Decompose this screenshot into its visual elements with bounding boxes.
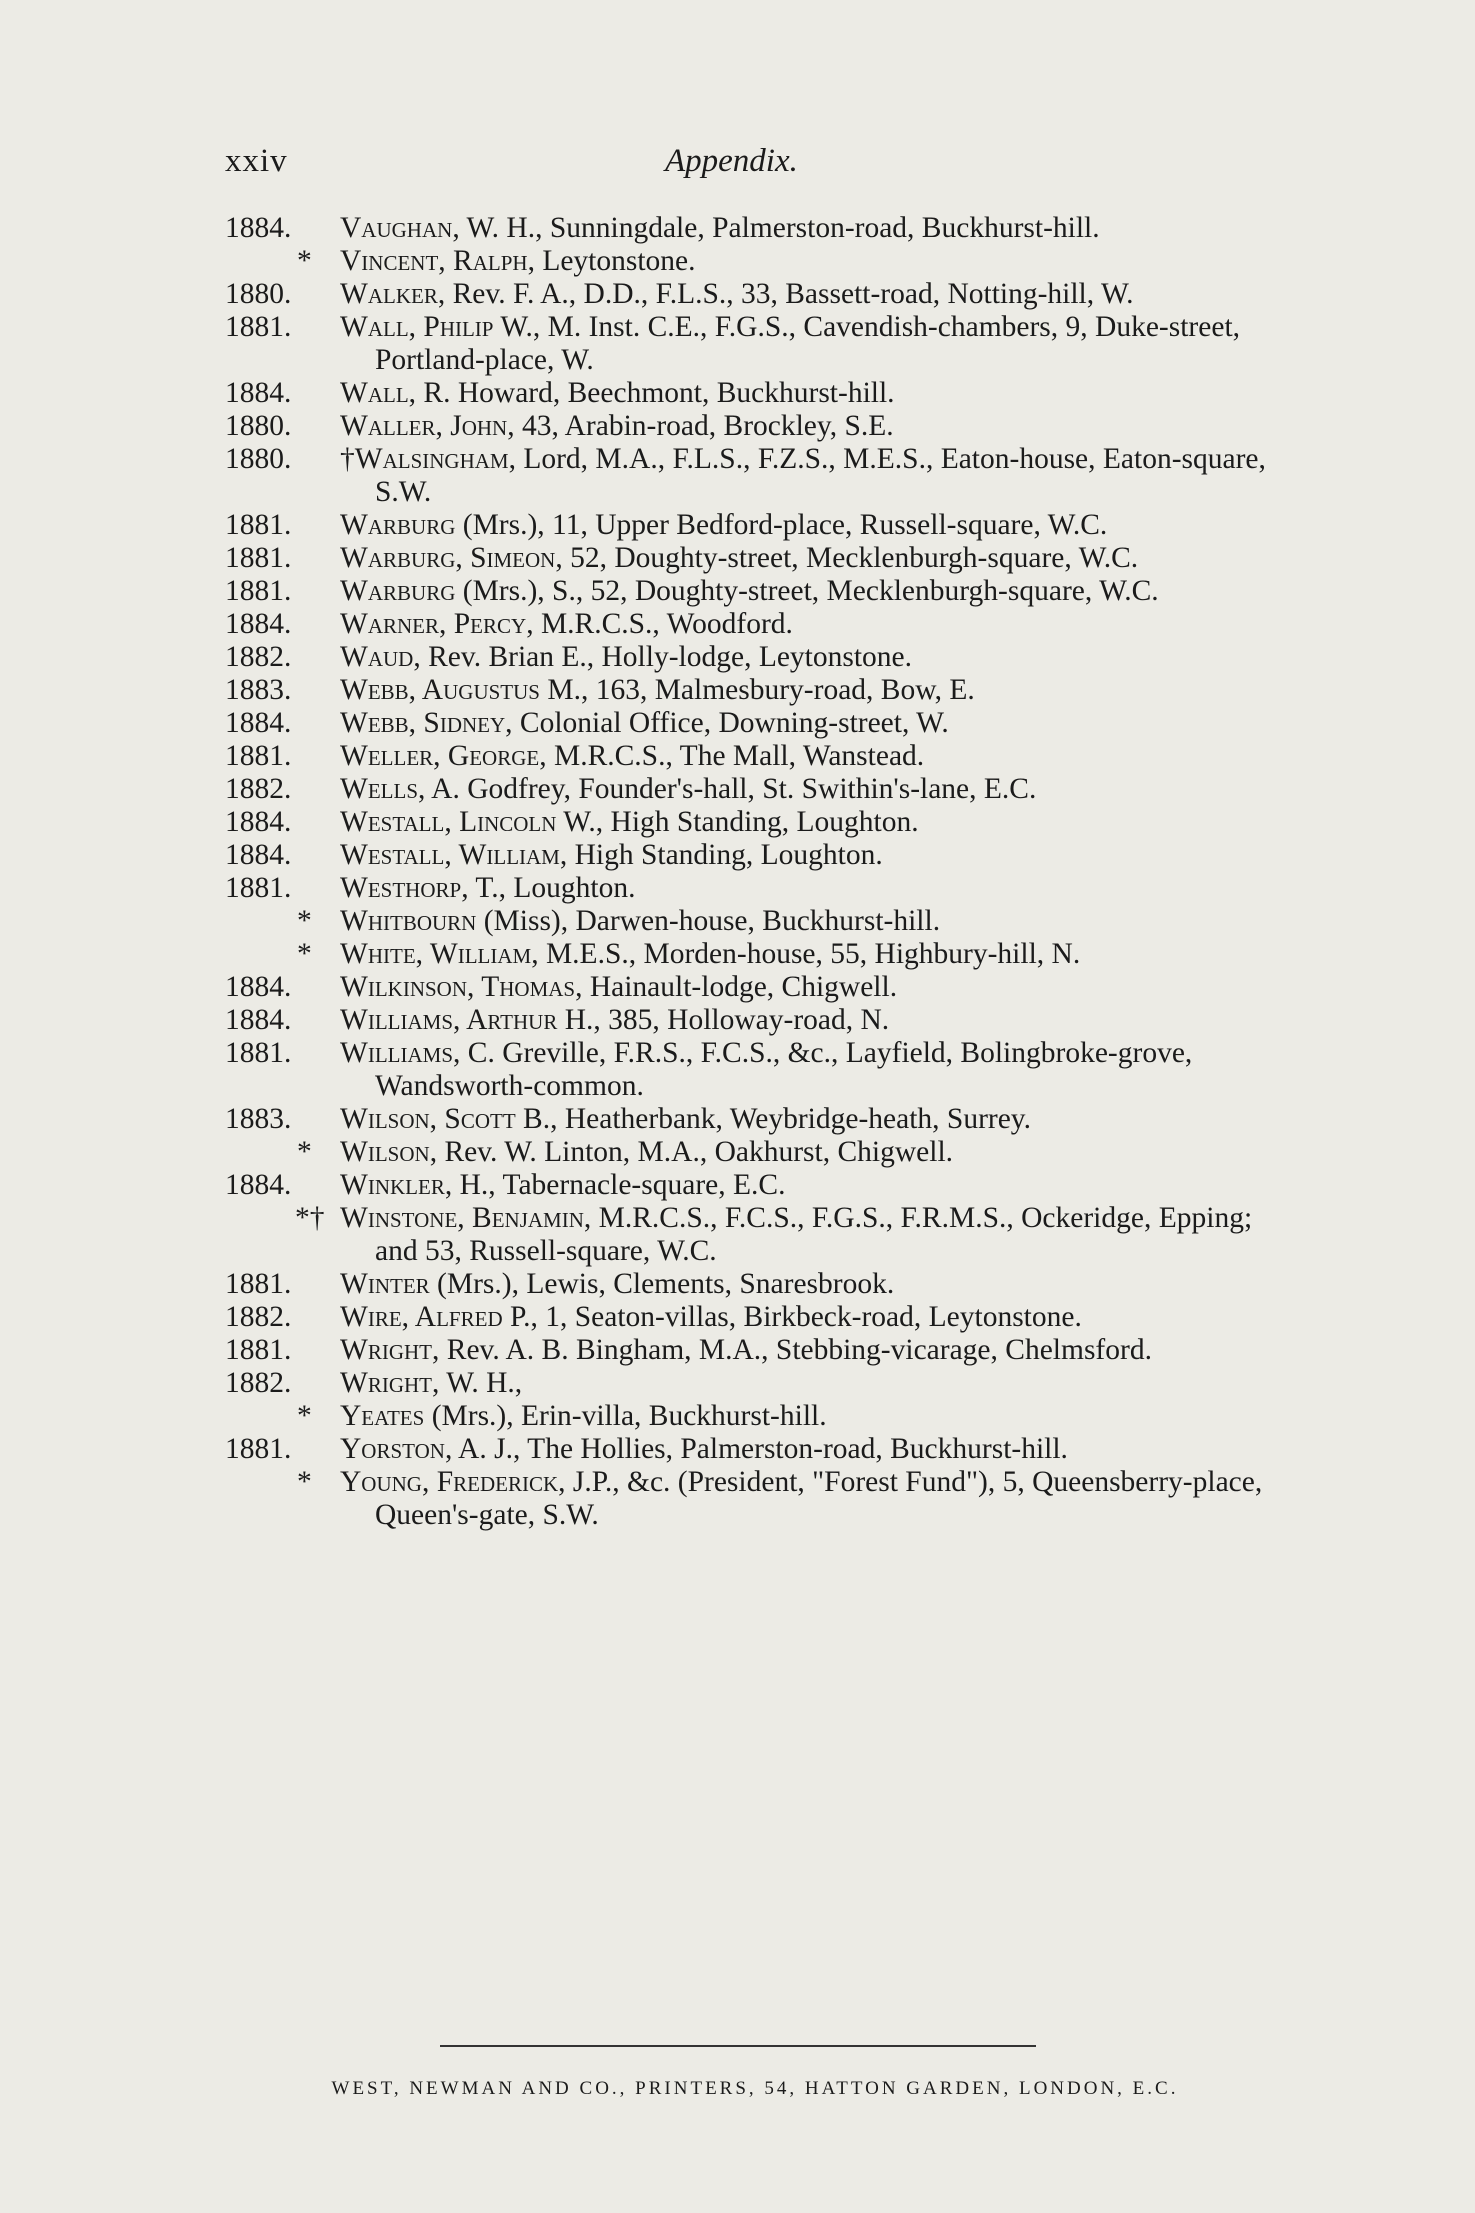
member-details: , H., Tabernacle-square, E.C. bbox=[444, 1169, 786, 1201]
member-details: , M.R.C.S., The Mall, Wanstead. bbox=[539, 740, 925, 772]
list-item bbox=[225, 1202, 1285, 1268]
entry-text bbox=[340, 1202, 1285, 1268]
member-name: Warburg bbox=[340, 575, 456, 607]
member-details: , Rev. F. A., D.D., F.L.S., 33, Bassett-road, Notting-hill, W. bbox=[437, 278, 1134, 310]
list-item bbox=[225, 509, 1285, 542]
entry-text bbox=[340, 674, 1285, 707]
entry-text bbox=[340, 641, 1285, 674]
entry-year: 1880. bbox=[225, 278, 292, 310]
entry-year: * bbox=[297, 905, 312, 937]
list-item bbox=[225, 740, 1285, 773]
page-number: xxiv bbox=[225, 143, 288, 179]
member-name: Wright bbox=[340, 1334, 433, 1366]
member-details: , T., Loughton. bbox=[461, 872, 636, 904]
member-name: Young, Frederick bbox=[340, 1466, 559, 1498]
entry-year: 1881. bbox=[225, 1268, 292, 1300]
member-details: , High Standing, Loughton. bbox=[559, 839, 883, 871]
list-item bbox=[225, 377, 1285, 410]
list-item bbox=[225, 707, 1285, 740]
member-name: Wire, Alfred bbox=[340, 1301, 503, 1333]
member-details: , Rev. W. Linton, M.A., Oakhurst, Chigwell. bbox=[429, 1136, 954, 1168]
page-header bbox=[225, 143, 1285, 183]
member-details: (Mrs.), 11, Upper Bedford-place, Russell-square, W.C. bbox=[455, 509, 1108, 541]
list-item bbox=[225, 1169, 1285, 1202]
member-name: Yorston bbox=[340, 1433, 445, 1465]
member-name: Westall, William bbox=[340, 839, 560, 871]
member-details: , Lord, M.A., F.L.S., F.Z.S., M.E.S., Eaton-house, Eaton-square, S.W. bbox=[375, 443, 1266, 508]
entry-year: 1881. bbox=[225, 575, 292, 607]
entry-text bbox=[340, 278, 1285, 311]
list-item bbox=[225, 575, 1285, 608]
member-details: , R. Howard, Beechmont, Buckhurst-hill. bbox=[408, 377, 895, 409]
member-name: Walker bbox=[340, 278, 438, 310]
member-details: , Hainault-lodge, Chigwell. bbox=[575, 971, 898, 1003]
member-details: , Rev. A. B. Bingham, M.A., Stebbing-vicarage, Chelmsford. bbox=[432, 1334, 1152, 1366]
running-title: Appendix. bbox=[665, 143, 798, 179]
entry-text bbox=[340, 1004, 1285, 1037]
entry-text bbox=[340, 311, 1285, 377]
member-name: Weller, George bbox=[340, 740, 540, 772]
entry-text bbox=[340, 773, 1285, 806]
entry-text bbox=[340, 1268, 1285, 1301]
list-item bbox=[225, 938, 1285, 971]
member-name: Wilson, Scott bbox=[340, 1103, 516, 1135]
list-item bbox=[225, 1400, 1285, 1433]
member-name: Winstone, Benjamin bbox=[340, 1202, 584, 1234]
member-details: , 52, Doughty-street, Mecklenburgh-square, W.C. bbox=[555, 542, 1139, 574]
list-item bbox=[225, 773, 1285, 806]
entry-year: 1881. bbox=[225, 542, 292, 574]
member-name: Westall, Lincoln bbox=[340, 806, 557, 838]
list-item bbox=[225, 1301, 1285, 1334]
list-item bbox=[225, 1466, 1285, 1532]
member-details: , W. H., bbox=[432, 1367, 523, 1399]
list-item bbox=[225, 410, 1285, 443]
member-name: Waller, John bbox=[340, 410, 508, 442]
entry-year: 1881. bbox=[225, 1334, 292, 1366]
member-name: Winter bbox=[340, 1268, 430, 1300]
member-name: Vaughan bbox=[340, 212, 453, 244]
entry-year: 1883. bbox=[225, 1103, 292, 1135]
member-name: Vincent, Ralph bbox=[340, 245, 528, 277]
member-details: , 43, Arabin-road, Brockley, S.E. bbox=[507, 410, 894, 442]
entry-text bbox=[340, 1334, 1285, 1367]
entry-text bbox=[340, 806, 1285, 839]
entry-text bbox=[340, 872, 1285, 905]
entry-text bbox=[340, 839, 1285, 872]
entry-year: 1883. bbox=[225, 674, 292, 706]
entry-year: 1884. bbox=[225, 971, 292, 1003]
entry-text bbox=[340, 509, 1285, 542]
entry-year: 1884. bbox=[225, 839, 292, 871]
entry-text bbox=[340, 542, 1285, 575]
entry-text bbox=[340, 212, 1285, 245]
list-item bbox=[225, 1367, 1285, 1400]
member-details: B., Heatherbank, Weybridge-heath, Surrey. bbox=[515, 1103, 1032, 1135]
entry-year: 1884. bbox=[225, 1169, 292, 1201]
entry-year: 1881. bbox=[225, 872, 292, 904]
member-name: White, William bbox=[340, 938, 532, 970]
entry-text bbox=[340, 707, 1285, 740]
member-name: Wells bbox=[340, 773, 419, 805]
member-name: Yeates bbox=[340, 1400, 425, 1432]
entry-year: 1884. bbox=[225, 608, 292, 640]
entry-text bbox=[340, 971, 1285, 1004]
printer-imprint: WEST, NEWMAN AND CO., PRINTERS, 54, HATTON GARDEN, LONDON, E.C. bbox=[331, 2078, 1179, 2099]
member-name: Webb, Augustus bbox=[340, 674, 540, 706]
member-details: P., 1, Seaton-villas, Birkbeck-road, Leytonstone. bbox=[502, 1301, 1082, 1333]
member-name: Wilson bbox=[340, 1136, 430, 1168]
member-name: Waud bbox=[340, 641, 414, 673]
list-item bbox=[225, 674, 1285, 707]
member-name: Williams bbox=[340, 1037, 454, 1069]
entry-text bbox=[340, 1136, 1285, 1169]
member-details: , Colonial Office, Downing-street, W. bbox=[505, 707, 949, 739]
entry-text bbox=[340, 245, 1285, 278]
member-details: H., 385, Holloway-road, N. bbox=[557, 1004, 890, 1036]
member-name: Wright bbox=[340, 1367, 433, 1399]
entry-text bbox=[340, 377, 1285, 410]
entry-text bbox=[340, 1169, 1285, 1202]
entry-year: * bbox=[297, 938, 312, 970]
member-name: Warner, Percy bbox=[340, 608, 527, 640]
member-details: , M.E.S., Morden-house, 55, Highbury-hill, N. bbox=[531, 938, 1081, 970]
entry-text bbox=[340, 443, 1285, 509]
member-name: Williams, Arthur bbox=[340, 1004, 558, 1036]
list-item bbox=[225, 839, 1285, 872]
entry-year: * bbox=[297, 245, 312, 277]
entry-year: 1884. bbox=[225, 212, 292, 244]
entry-text bbox=[340, 1301, 1285, 1334]
entry-text bbox=[340, 938, 1285, 971]
member-details: , M.R.C.S., Woodford. bbox=[526, 608, 793, 640]
member-details: W., M. Inst. C.E., F.G.S., Cavendish-chambers, 9, Duke-street, Portland-place, W. bbox=[375, 311, 1241, 376]
entry-year: 1881. bbox=[225, 509, 292, 541]
member-name: Westhorp bbox=[340, 872, 462, 904]
entry-year: 1880. bbox=[225, 443, 292, 475]
list-item bbox=[225, 1268, 1285, 1301]
entry-text bbox=[340, 575, 1285, 608]
member-details: (Mrs.), Erin-villa, Buckhurst-hill. bbox=[424, 1400, 827, 1432]
member-details: , C. Greville, F.R.S., F.C.S., &c., Layfield, Bolingbroke-grove, Wandsworth-common. bbox=[375, 1037, 1193, 1102]
list-item bbox=[225, 1103, 1285, 1136]
entry-year: 1884. bbox=[225, 707, 292, 739]
entry-text bbox=[340, 1433, 1285, 1466]
list-item bbox=[225, 1433, 1285, 1466]
list-item bbox=[225, 1334, 1285, 1367]
member-details: (Mrs.), Lewis, Clements, Snaresbrook. bbox=[429, 1268, 895, 1300]
entry-text bbox=[340, 1367, 1285, 1400]
entry-year: 1882. bbox=[225, 773, 292, 805]
member-name: Wall bbox=[340, 377, 409, 409]
list-item bbox=[225, 443, 1285, 509]
entry-text bbox=[340, 1466, 1285, 1532]
list-item bbox=[225, 872, 1285, 905]
member-details: , A. J., The Hollies, Palmerston-road, Buckhurst-hill. bbox=[444, 1433, 1068, 1465]
member-details: , Leytonstone. bbox=[527, 245, 696, 277]
entry-text bbox=[340, 1037, 1285, 1103]
entry-year: * bbox=[297, 1136, 312, 1168]
list-item bbox=[225, 905, 1285, 938]
list-item bbox=[225, 1004, 1285, 1037]
member-details: (Mrs.), S., 52, Doughty-street, Mecklenburgh-square, W.C. bbox=[455, 575, 1159, 607]
member-list bbox=[225, 212, 1285, 1532]
entry-year: *† bbox=[295, 1202, 325, 1234]
entry-text bbox=[340, 905, 1285, 938]
list-item bbox=[225, 311, 1285, 377]
member-name: Wilkinson, Thomas bbox=[340, 971, 576, 1003]
entry-year: 1880. bbox=[225, 410, 292, 442]
list-item bbox=[225, 1136, 1285, 1169]
entry-text bbox=[340, 1400, 1285, 1433]
member-name: Warburg bbox=[340, 509, 456, 541]
member-name: †Walsingham bbox=[340, 443, 509, 475]
list-item bbox=[225, 806, 1285, 839]
entry-year: 1884. bbox=[225, 1004, 292, 1036]
entry-year: 1881. bbox=[225, 311, 292, 343]
entry-text bbox=[340, 1103, 1285, 1136]
member-name: Winkler bbox=[340, 1169, 445, 1201]
entry-text bbox=[340, 608, 1285, 641]
list-item bbox=[225, 641, 1285, 674]
list-item bbox=[225, 542, 1285, 575]
footer-rule bbox=[440, 2045, 1036, 2047]
entry-year: 1884. bbox=[225, 377, 292, 409]
member-details: , J.P., &c. (President, "Forest Fund"), 5, Queensberry-place, Queen's-gate, S.W. bbox=[375, 1466, 1263, 1531]
member-name: Wall, Philip bbox=[340, 311, 494, 343]
member-name: Warburg, Simeon bbox=[340, 542, 556, 574]
member-details: , M.R.C.S., F.C.S., F.G.S., F.R.M.S., Ockeridge, Epping; and 53, Russell-square, W.C. bbox=[375, 1202, 1253, 1267]
list-item bbox=[225, 1037, 1285, 1103]
member-details: , W. H., Sunningdale, Palmerston-road, Buckhurst-hill. bbox=[452, 212, 1100, 244]
entry-year: 1881. bbox=[225, 740, 292, 772]
list-item bbox=[225, 608, 1285, 641]
member-details: , Rev. Brian E., Holly-lodge, Leytonstone. bbox=[413, 641, 913, 673]
member-details: , A. Godfrey, Founder's-hall, St. Swithin's-lane, E.C. bbox=[418, 773, 1037, 805]
member-details: (Miss), Darwen-house, Buckhurst-hill. bbox=[476, 905, 941, 937]
list-item bbox=[225, 278, 1285, 311]
member-name: Whitbourn bbox=[340, 905, 477, 937]
member-details: M., 163, Malmesbury-road, Bow, E. bbox=[539, 674, 975, 706]
entry-year: 1882. bbox=[225, 641, 292, 673]
member-details: W., High Standing, Loughton. bbox=[556, 806, 919, 838]
list-item bbox=[225, 212, 1285, 245]
entry-year: 1882. bbox=[225, 1301, 292, 1333]
entry-year: * bbox=[297, 1400, 312, 1432]
entry-year: 1884. bbox=[225, 806, 292, 838]
entry-year: 1881. bbox=[225, 1037, 292, 1069]
list-item bbox=[225, 245, 1285, 278]
list-item bbox=[225, 971, 1285, 1004]
entry-year: 1882. bbox=[225, 1367, 292, 1399]
entry-year: * bbox=[297, 1466, 312, 1498]
entry-text bbox=[340, 410, 1285, 443]
entry-year: 1881. bbox=[225, 1433, 292, 1465]
member-name: Webb, Sidney bbox=[340, 707, 506, 739]
entry-text bbox=[340, 740, 1285, 773]
